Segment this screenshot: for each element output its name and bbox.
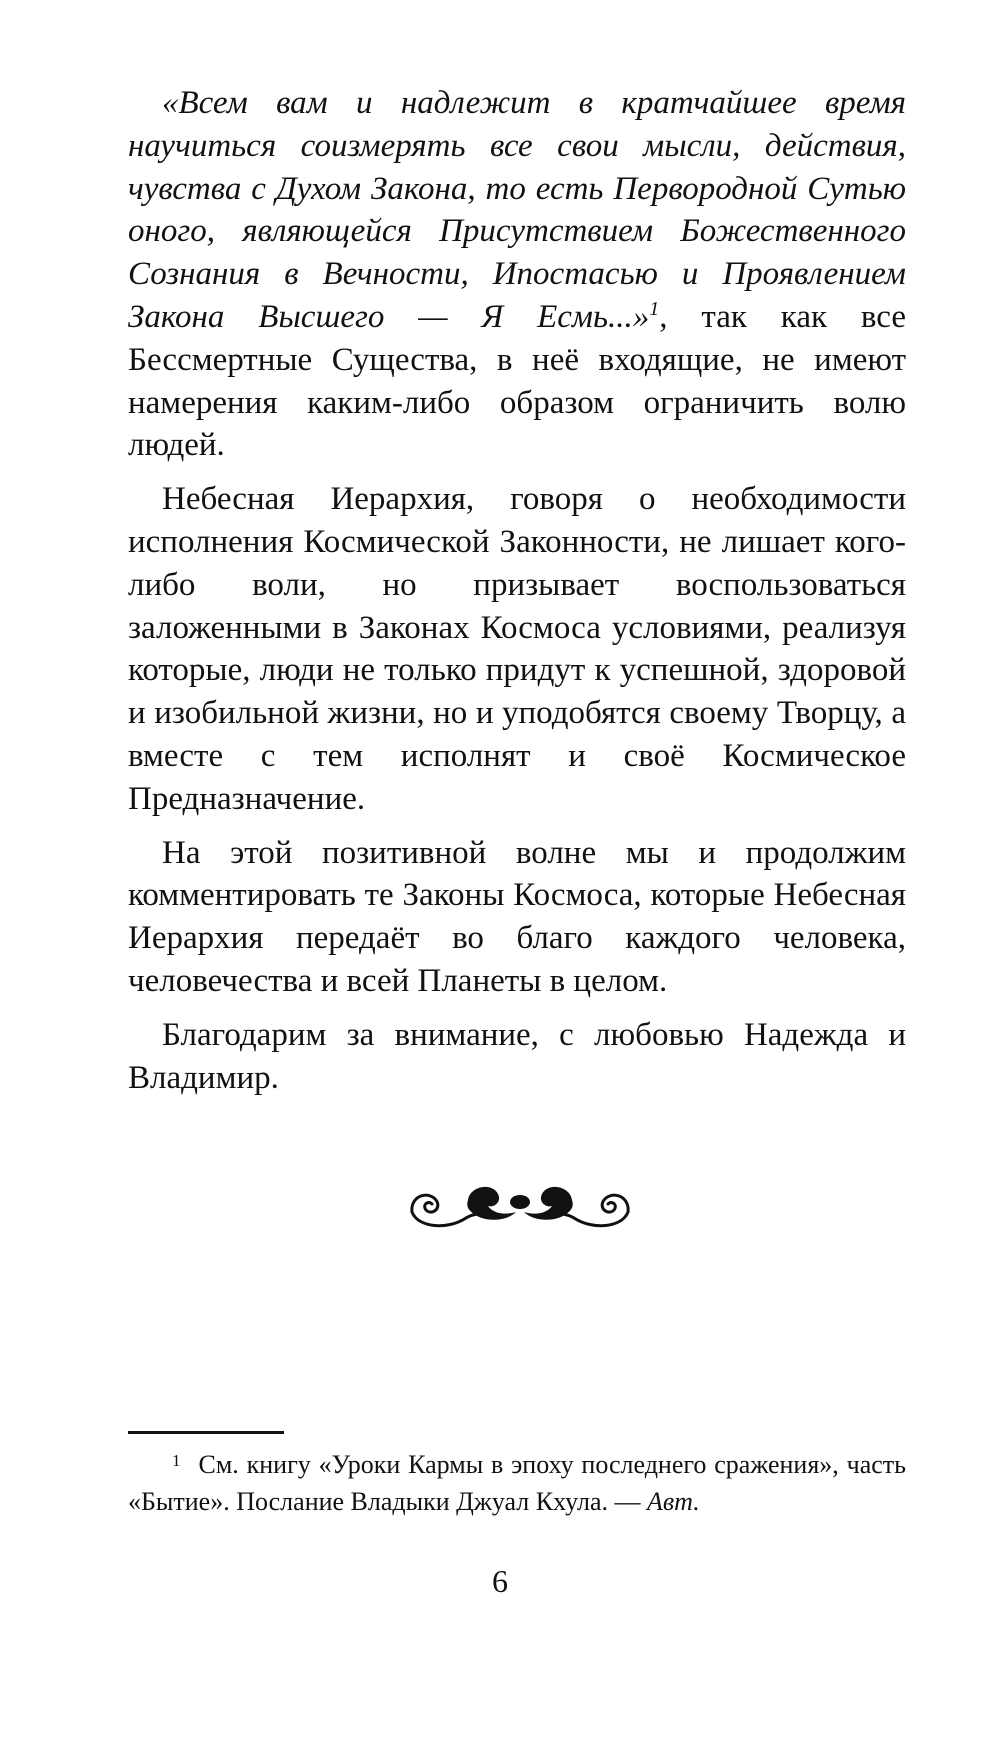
footnote-number: 1 <box>172 1451 181 1470</box>
footnote-author-mark: Авт. <box>646 1487 700 1516</box>
footnote-divider <box>128 1431 284 1434</box>
paragraph-2: Небесная Иерархия, говоря о необходимости исполнения Космической Законности, не лишает кого-либо воли, но призывает воспользоваться заложенными в Законах Космоса условиями, реализуя которые, люди не только придут к успешной, здоровой и изобильной жизни, но и уподобятся своему Творцу, а вместе с тем исполнят и своё Космическое Предназначение. <box>128 481 906 817</box>
paragraph-1-rest: , так как все Бессмертные Существа, в неё входящие, не имеют намерения каким-либо образом ограничить волю людей. <box>128 298 907 464</box>
footnote-text: См. книгу «Уроки Кармы в эпоху последнего сражения», часть «Бытие». Послание Владыки Джуал Кхула. — <box>128 1450 906 1516</box>
footnote-paragraph <box>128 1442 906 1520</box>
quotation: «Всем вам и надлежит в кратчайшее время научиться соизмерять все свои мысли, действия, чувства с Духом Закона, то есть Первородной Сутью оного, являющейся Присутствием Божественного Сознания в Вечности, Ипостасью и Проявлением Закона Высшего — Я Есмь...» <box>128 85 906 335</box>
footnote-reference: 1 <box>649 297 660 320</box>
paragraph-4: Благодарим за внимание, с любовью Надежда и Владимир. <box>128 1016 906 1096</box>
paragraph-1 <box>128 82 906 467</box>
footnote <box>128 1442 906 1520</box>
paragraph-3: На этой позитивной волне мы и продолжим комментировать те Законы Космоса, которые Небесная Иерархия передаёт во благо каждого человека, человечества и всей Планеты в целом. <box>128 834 906 999</box>
main-text <box>128 82 906 1099</box>
decorative-flourish-icon <box>404 1172 636 1236</box>
page-number: 6 <box>492 1563 508 1599</box>
